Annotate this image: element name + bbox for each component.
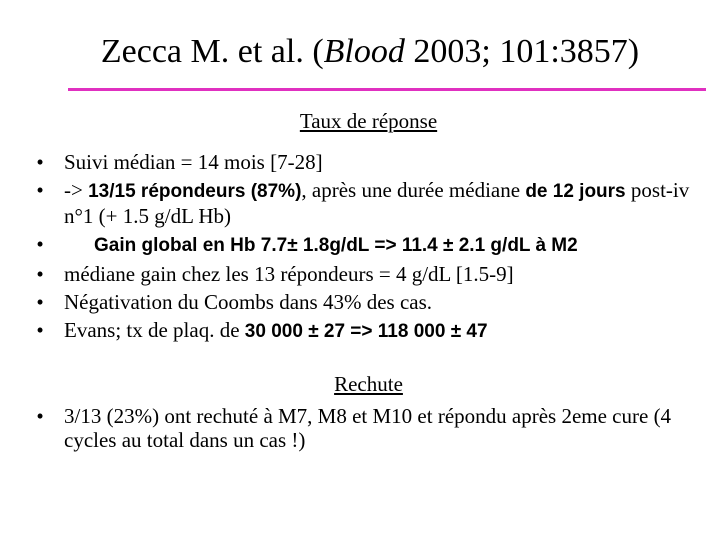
- bullet-icon: •: [36, 262, 44, 286]
- title-citation: 2003; 101:3857): [404, 33, 640, 70]
- section-heading-response: Taux de réponse: [299, 109, 438, 133]
- bullet-icon: •: [36, 178, 44, 202]
- title-journal: Blood: [323, 33, 405, 70]
- title-divider: [68, 88, 706, 91]
- bullet-icon: •: [36, 290, 44, 314]
- slide-title: [0, 30, 720, 74]
- list-item: • Gain global en Hb 7.7± 1.8g/dL => 11.4 ± 2.1 g/dL à M2: [30, 232, 710, 258]
- relapse-bullet-list: [30, 404, 710, 456]
- bullet-icon: •: [36, 404, 44, 428]
- list-item: • médiane gain chez les 13 répondeurs = 4 g/dL [1.5-9]: [30, 262, 710, 286]
- list-item: • Evans; tx de plaq. de 30 000 ± 27 => 118 000 ± 47: [30, 318, 710, 344]
- section-heading-relapse: Rechute: [334, 372, 403, 396]
- bullet-icon: •: [36, 318, 44, 342]
- list-item: • Négativation du Coombs dans 43% des cas.: [30, 290, 710, 314]
- bullet-icon: •: [36, 150, 44, 174]
- list-item: • 3/13 (23%) ont rechuté à M7, M8 et M10 et répondu après 2eme cure (4 cycles au total dans un cas !): [30, 404, 710, 452]
- response-bullet-list: [30, 150, 710, 348]
- title-authors: Zecca M. et al. (: [100, 33, 324, 70]
- list-item: • Suivi médian = 14 mois [7-28]: [30, 150, 710, 174]
- list-item: • -> 13/15 répondeurs (87%), après une durée médiane de 12 jours post-iv n°1 (+ 1.5 g/dL Hb): [30, 178, 710, 228]
- bullet-icon: •: [36, 232, 44, 256]
